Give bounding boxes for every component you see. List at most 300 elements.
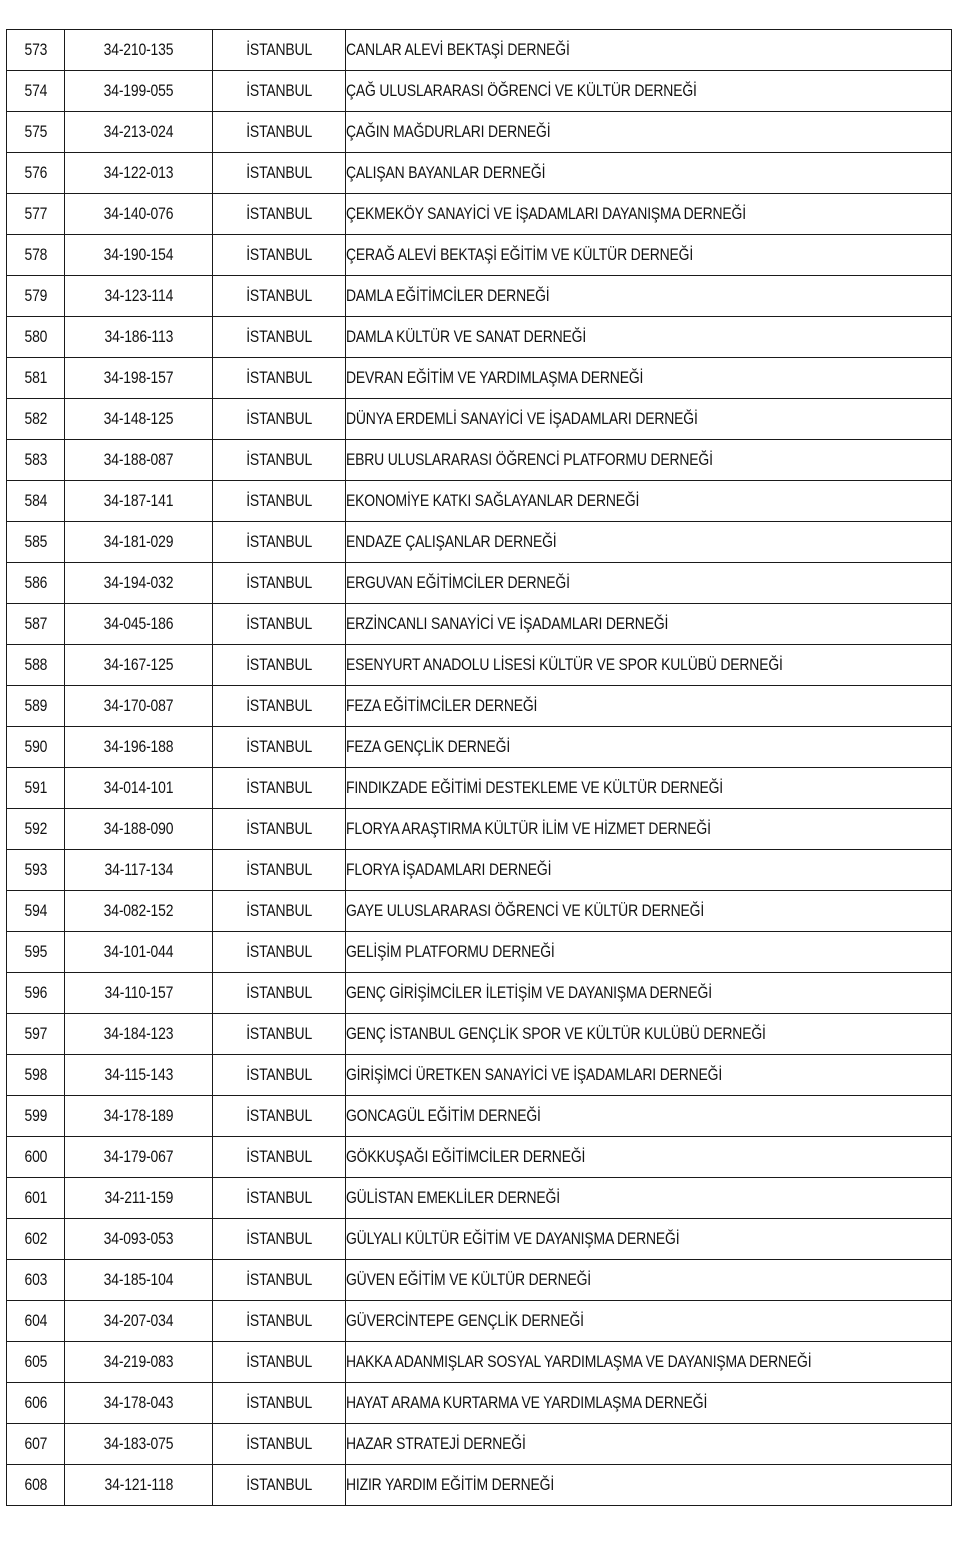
association-name-cell <box>346 440 952 481</box>
row-number-cell <box>7 1424 65 1465</box>
city-cell <box>213 71 346 112</box>
registry-code-cell <box>65 1178 213 1219</box>
city-text: İSTANBUL <box>246 163 312 182</box>
registry-code-cell <box>65 317 213 358</box>
registry-code-text: 34-117-134 <box>104 860 173 879</box>
city-text: İSTANBUL <box>246 40 312 59</box>
registry-code-text: 34-185-104 <box>103 1270 174 1289</box>
association-name-text: FEZA GENÇLİK DERNEĞİ <box>346 737 511 756</box>
registry-code-cell <box>65 194 213 235</box>
association-name-text: GÜLYALI KÜLTÜR EĞİTİM VE DAYANIŞMA DERNEĞİ <box>346 1229 680 1248</box>
city-text: İSTANBUL <box>246 122 312 141</box>
city-cell <box>213 194 346 235</box>
association-name-cell <box>346 1465 952 1506</box>
city-cell <box>213 1219 346 1260</box>
table-row <box>7 727 952 768</box>
registry-code-cell <box>65 563 213 604</box>
row-number-text: 584 <box>24 491 47 510</box>
row-number-text: 578 <box>24 245 47 264</box>
registry-code-cell <box>65 645 213 686</box>
row-number-text: 601 <box>24 1188 47 1207</box>
table-row <box>7 153 952 194</box>
city-cell <box>213 1178 346 1219</box>
association-name-cell <box>346 604 952 645</box>
association-name-text: DAMLA EĞİTİMCİLER DERNEĞİ <box>346 286 550 305</box>
city-cell <box>213 727 346 768</box>
registry-code-text: 34-122-013 <box>103 163 174 182</box>
association-name-cell <box>346 1137 952 1178</box>
table-row <box>7 1219 952 1260</box>
city-text: İSTANBUL <box>246 983 312 1002</box>
registry-code-text: 34-213-024 <box>103 122 174 141</box>
city-text: İSTANBUL <box>246 532 312 551</box>
association-name-text: FLORYA İŞADAMLARI DERNEĞİ <box>346 860 552 879</box>
city-cell <box>213 645 346 686</box>
registry-code-cell <box>65 358 213 399</box>
registry-code-cell <box>65 768 213 809</box>
city-text: İSTANBUL <box>246 1475 312 1494</box>
city-cell <box>213 1465 346 1506</box>
association-name-cell <box>346 1014 952 1055</box>
city-text: İSTANBUL <box>246 450 312 469</box>
registry-code-cell <box>65 481 213 522</box>
row-number-cell <box>7 194 65 235</box>
row-number-cell <box>7 30 65 71</box>
registry-code-text: 34-196-188 <box>103 737 174 756</box>
association-name-text: HAYAT ARAMA KURTARMA VE YARDIMLAŞMA DERNEĞİ <box>346 1393 708 1412</box>
association-name-cell <box>346 481 952 522</box>
row-number-text: 602 <box>24 1229 47 1248</box>
table-row <box>7 645 952 686</box>
row-number-cell <box>7 399 65 440</box>
registry-code-text: 34-199-055 <box>103 81 174 100</box>
row-number-cell <box>7 1178 65 1219</box>
city-text: İSTANBUL <box>246 1106 312 1125</box>
association-name-cell <box>346 1301 952 1342</box>
row-number-cell <box>7 768 65 809</box>
row-number-text: 579 <box>24 286 47 305</box>
row-number-text: 576 <box>24 163 47 182</box>
registry-code-cell <box>65 1342 213 1383</box>
row-number-cell <box>7 1383 65 1424</box>
row-number-text: 575 <box>24 122 47 141</box>
table-row <box>7 1096 952 1137</box>
row-number-cell <box>7 235 65 276</box>
registry-code-text: 34-093-053 <box>103 1229 174 1248</box>
registry-code-cell <box>65 235 213 276</box>
row-number-cell <box>7 522 65 563</box>
table-row <box>7 71 952 112</box>
registry-code-cell <box>65 891 213 932</box>
city-text: İSTANBUL <box>246 491 312 510</box>
city-text: İSTANBUL <box>246 696 312 715</box>
registry-code-text: 34-187-141 <box>103 491 174 510</box>
association-name-cell <box>346 1219 952 1260</box>
registry-code-cell <box>65 71 213 112</box>
row-number-cell <box>7 440 65 481</box>
registry-code-cell <box>65 1096 213 1137</box>
association-name-text: ÇERAĞ ALEVİ BEKTAŞİ EĞİTİM VE KÜLTÜR DERNEĞİ <box>346 245 694 264</box>
registry-code-text: 34-210-135 <box>103 40 174 59</box>
table-body <box>7 30 952 1506</box>
city-text: İSTANBUL <box>246 1147 312 1166</box>
city-text: İSTANBUL <box>246 81 312 100</box>
table-row <box>7 809 952 850</box>
row-number-cell <box>7 1219 65 1260</box>
association-name-cell <box>346 809 952 850</box>
association-name-text: GENÇ İSTANBUL GENÇLİK SPOR VE KÜLTÜR KULÜBÜ DERNEĞİ <box>346 1024 766 1043</box>
registry-code-text: 34-186-113 <box>104 327 173 346</box>
table-row <box>7 1014 952 1055</box>
city-text: İSTANBUL <box>246 737 312 756</box>
row-number-cell <box>7 276 65 317</box>
city-text: İSTANBUL <box>246 204 312 223</box>
registry-code-text: 34-045-186 <box>103 614 174 633</box>
city-cell <box>213 1383 346 1424</box>
registry-code-text: 34-211-159 <box>104 1188 173 1207</box>
table-row <box>7 481 952 522</box>
association-name-text: ÇEKMEKÖY SANAYİCİ VE İŞADAMLARI DAYANIŞMA DERNEĞİ <box>346 204 746 223</box>
association-name-text: ÇAĞIN MAĞDURLARI DERNEĞİ <box>346 122 551 141</box>
city-cell <box>213 1014 346 1055</box>
row-number-cell <box>7 481 65 522</box>
city-text: İSTANBUL <box>246 1393 312 1412</box>
table-row <box>7 932 952 973</box>
registry-code-text: 34-188-090 <box>103 819 174 838</box>
association-name-cell <box>346 1178 952 1219</box>
association-name-cell <box>346 112 952 153</box>
city-text: İSTANBUL <box>246 942 312 961</box>
table-row <box>7 1465 952 1506</box>
city-cell <box>213 317 346 358</box>
city-cell <box>213 1260 346 1301</box>
row-number-text: 592 <box>24 819 47 838</box>
registry-code-text: 34-190-154 <box>103 245 174 264</box>
table-row <box>7 1137 952 1178</box>
association-name-cell <box>346 194 952 235</box>
table-row <box>7 522 952 563</box>
row-number-text: 573 <box>24 40 47 59</box>
table-row <box>7 112 952 153</box>
table-row <box>7 235 952 276</box>
row-number-text: 598 <box>24 1065 47 1084</box>
row-number-text: 607 <box>24 1434 47 1453</box>
city-cell <box>213 1055 346 1096</box>
association-name-text: HIZIR YARDIM EĞİTİM DERNEĞİ <box>346 1475 555 1494</box>
registry-code-text: 34-110-157 <box>104 983 173 1002</box>
city-cell <box>213 1137 346 1178</box>
city-text: İSTANBUL <box>246 1024 312 1043</box>
association-name-text: HAZAR STRATEJİ DERNEĞİ <box>346 1434 526 1453</box>
city-cell <box>213 1301 346 1342</box>
city-cell <box>213 112 346 153</box>
city-cell <box>213 276 346 317</box>
association-name-text: GÜVEN EĞİTİM VE KÜLTÜR DERNEĞİ <box>346 1270 592 1289</box>
row-number-text: 587 <box>24 614 47 633</box>
row-number-cell <box>7 686 65 727</box>
row-number-text: 586 <box>24 573 47 592</box>
table-row <box>7 891 952 932</box>
association-name-cell <box>346 235 952 276</box>
registry-code-cell <box>65 727 213 768</box>
row-number-cell <box>7 891 65 932</box>
city-cell <box>213 358 346 399</box>
registry-code-text: 34-194-032 <box>103 573 174 592</box>
registry-code-text: 34-121-118 <box>104 1475 173 1494</box>
registry-code-cell <box>65 1301 213 1342</box>
row-number-text: 589 <box>24 696 47 715</box>
registry-code-cell <box>65 604 213 645</box>
row-number-text: 591 <box>24 778 47 797</box>
association-name-text: GONCAGÜL EĞİTİM DERNEĞİ <box>346 1106 541 1125</box>
row-number-cell <box>7 850 65 891</box>
registry-code-cell <box>65 809 213 850</box>
row-number-cell <box>7 932 65 973</box>
association-name-cell <box>346 727 952 768</box>
row-number-cell <box>7 1465 65 1506</box>
registry-code-cell <box>65 276 213 317</box>
association-name-cell <box>346 399 952 440</box>
association-name-text: GAYE ULUSLARARASI ÖĞRENCİ VE KÜLTÜR DERNEĞİ <box>346 901 705 920</box>
row-number-cell <box>7 604 65 645</box>
table-row <box>7 768 952 809</box>
table-row <box>7 1055 952 1096</box>
row-number-cell <box>7 1096 65 1137</box>
city-text: İSTANBUL <box>246 655 312 674</box>
table-row <box>7 1424 952 1465</box>
association-name-cell <box>346 1055 952 1096</box>
row-number-cell <box>7 563 65 604</box>
registry-code-cell <box>65 1465 213 1506</box>
city-cell <box>213 768 346 809</box>
row-number-text: 585 <box>24 532 47 551</box>
association-name-text: DÜNYA ERDEMLİ SANAYİCİ VE İŞADAMLARI DERNEĞİ <box>346 409 698 428</box>
row-number-text: 603 <box>24 1270 47 1289</box>
table-row <box>7 317 952 358</box>
row-number-text: 608 <box>24 1475 47 1494</box>
row-number-cell <box>7 112 65 153</box>
city-cell <box>213 235 346 276</box>
row-number-text: 597 <box>24 1024 47 1043</box>
association-name-text: ÇAĞ ULUSLARARASI ÖĞRENCİ VE KÜLTÜR DERNEĞİ <box>346 81 697 100</box>
row-number-cell <box>7 809 65 850</box>
row-number-text: 582 <box>24 409 47 428</box>
city-text: İSTANBUL <box>246 1188 312 1207</box>
city-text: İSTANBUL <box>246 860 312 879</box>
association-name-cell <box>346 973 952 1014</box>
city-cell <box>213 440 346 481</box>
row-number-cell <box>7 1260 65 1301</box>
row-number-cell <box>7 1137 65 1178</box>
row-number-text: 599 <box>24 1106 47 1125</box>
row-number-text: 594 <box>24 901 47 920</box>
city-text: İSTANBUL <box>246 368 312 387</box>
row-number-text: 604 <box>24 1311 47 1330</box>
registry-code-text: 34-179-067 <box>103 1147 174 1166</box>
association-name-cell <box>346 1342 952 1383</box>
registry-code-text: 34-167-125 <box>103 655 174 674</box>
association-name-cell <box>346 30 952 71</box>
row-number-text: 590 <box>24 737 47 756</box>
association-name-cell <box>346 932 952 973</box>
city-text: İSTANBUL <box>246 778 312 797</box>
row-number-cell <box>7 1014 65 1055</box>
table-row <box>7 30 952 71</box>
city-text: İSTANBUL <box>246 409 312 428</box>
city-cell <box>213 563 346 604</box>
association-name-cell <box>346 1383 952 1424</box>
city-cell <box>213 399 346 440</box>
registry-code-cell <box>65 1137 213 1178</box>
registry-code-text: 34-178-043 <box>103 1393 174 1412</box>
association-name-cell <box>346 71 952 112</box>
city-text: İSTANBUL <box>246 1311 312 1330</box>
city-text: İSTANBUL <box>246 573 312 592</box>
registry-code-text: 34-123-114 <box>104 286 173 305</box>
registry-code-cell <box>65 1014 213 1055</box>
row-number-text: 588 <box>24 655 47 674</box>
city-cell <box>213 850 346 891</box>
city-cell <box>213 30 346 71</box>
table-row <box>7 194 952 235</box>
row-number-cell <box>7 317 65 358</box>
association-name-text: EBRU ULUSLARARASI ÖĞRENCİ PLATFORMU DERNEĞİ <box>346 450 713 469</box>
registry-code-text: 34-207-034 <box>103 1311 174 1330</box>
registry-code-cell <box>65 1260 213 1301</box>
city-cell <box>213 1424 346 1465</box>
row-number-text: 583 <box>24 450 47 469</box>
registry-code-cell <box>65 1383 213 1424</box>
association-name-text: ERGUVAN EĞİTİMCİLER DERNEĞİ <box>346 573 570 592</box>
association-name-text: FINDIKZADE EĞİTİMİ DESTEKLEME VE KÜLTÜR DERNEĞİ <box>346 778 723 797</box>
registry-code-cell <box>65 973 213 1014</box>
registry-code-text: 34-178-189 <box>103 1106 174 1125</box>
city-text: İSTANBUL <box>246 286 312 305</box>
city-text: İSTANBUL <box>246 1229 312 1248</box>
row-number-text: 577 <box>24 204 47 223</box>
registry-code-text: 34-082-152 <box>103 901 174 920</box>
association-name-cell <box>346 317 952 358</box>
association-name-cell <box>346 522 952 563</box>
registry-code-cell <box>65 1219 213 1260</box>
city-text: İSTANBUL <box>246 614 312 633</box>
registry-code-cell <box>65 686 213 727</box>
association-name-text: GÜLİSTAN EMEKLİLER DERNEĞİ <box>346 1188 560 1207</box>
table-row <box>7 563 952 604</box>
registry-code-text: 34-101-044 <box>103 942 174 961</box>
registry-code-cell <box>65 1055 213 1096</box>
city-cell <box>213 1342 346 1383</box>
association-name-text: EKONOMİYE KATKI SAĞLAYANLAR DERNEĞİ <box>346 491 640 510</box>
association-name-text: GELİŞİM PLATFORMU DERNEĞİ <box>346 942 555 961</box>
city-cell <box>213 686 346 727</box>
city-cell <box>213 1096 346 1137</box>
city-text: İSTANBUL <box>246 901 312 920</box>
registry-code-cell <box>65 440 213 481</box>
association-name-text: DEVRAN EĞİTİM VE YARDIMLAŞMA DERNEĞİ <box>346 368 644 387</box>
registry-code-cell <box>65 850 213 891</box>
city-text: İSTANBUL <box>246 1434 312 1453</box>
city-text: İSTANBUL <box>246 1065 312 1084</box>
registry-code-text: 34-181-029 <box>103 532 174 551</box>
row-number-text: 605 <box>24 1352 47 1371</box>
table-row <box>7 440 952 481</box>
city-text: İSTANBUL <box>246 819 312 838</box>
association-name-cell <box>346 686 952 727</box>
registry-code-text: 34-183-075 <box>103 1434 174 1453</box>
registry-code-text: 34-148-125 <box>103 409 174 428</box>
registry-code-cell <box>65 399 213 440</box>
table-row <box>7 973 952 1014</box>
registry-code-text: 34-140-076 <box>103 204 174 223</box>
association-name-text: GENÇ GİRİŞİMCİLER İLETİŞİM VE DAYANIŞMA DERNEĞİ <box>346 983 712 1002</box>
table-row <box>7 1260 952 1301</box>
row-number-cell <box>7 358 65 399</box>
row-number-cell <box>7 1301 65 1342</box>
association-name-cell <box>346 645 952 686</box>
association-name-cell <box>346 1260 952 1301</box>
association-name-cell <box>346 891 952 932</box>
table-row <box>7 1178 952 1219</box>
registry-code-text: 34-115-143 <box>104 1065 173 1084</box>
city-text: İSTANBUL <box>246 1270 312 1289</box>
city-text: İSTANBUL <box>246 1352 312 1371</box>
association-name-cell <box>346 768 952 809</box>
row-number-text: 580 <box>24 327 47 346</box>
association-name-text: ÇALIŞAN BAYANLAR DERNEĞİ <box>346 163 546 182</box>
registry-code-text: 34-188-087 <box>103 450 174 469</box>
association-name-text: FLORYA ARAŞTIRMA KÜLTÜR İLİM VE HİZMET DERNEĞİ <box>346 819 711 838</box>
association-name-cell <box>346 358 952 399</box>
association-name-text: CANLAR ALEVİ BEKTAŞİ DERNEĞİ <box>346 40 570 59</box>
association-name-text: HAKKA ADANMIŞLAR SOSYAL YARDIMLAŞMA VE DAYANIŞMA DERNEĞİ <box>346 1352 812 1371</box>
association-name-text: GÖKKUŞAĞI EĞİTİMCİLER DERNEĞİ <box>346 1147 586 1166</box>
table-row <box>7 1342 952 1383</box>
association-name-cell <box>346 276 952 317</box>
city-cell <box>213 891 346 932</box>
city-cell <box>213 973 346 1014</box>
association-name-text: GİRİŞİMCİ ÜRETKEN SANAYİCİ VE İŞADAMLARI DERNEĞİ <box>346 1065 723 1084</box>
row-number-text: 600 <box>24 1147 47 1166</box>
table-row <box>7 358 952 399</box>
city-text: İSTANBUL <box>246 327 312 346</box>
association-name-text: GÜVERCİNTEPE GENÇLİK DERNEĞİ <box>346 1311 584 1330</box>
registry-code-cell <box>65 112 213 153</box>
association-name-cell <box>346 153 952 194</box>
registry-code-cell <box>65 932 213 973</box>
city-cell <box>213 604 346 645</box>
registry-code-cell <box>65 30 213 71</box>
table-row <box>7 1383 952 1424</box>
city-cell <box>213 932 346 973</box>
registry-code-cell <box>65 1424 213 1465</box>
table-row <box>7 850 952 891</box>
row-number-text: 581 <box>24 368 47 387</box>
city-cell <box>213 153 346 194</box>
city-cell <box>213 809 346 850</box>
row-number-text: 606 <box>24 1393 47 1412</box>
association-name-cell <box>346 850 952 891</box>
table-row <box>7 276 952 317</box>
row-number-cell <box>7 1342 65 1383</box>
table-row <box>7 604 952 645</box>
row-number-cell <box>7 727 65 768</box>
registry-code-text: 34-219-083 <box>103 1352 174 1371</box>
association-name-cell <box>346 563 952 604</box>
row-number-text: 593 <box>24 860 47 879</box>
registry-code-cell <box>65 153 213 194</box>
association-name-cell <box>346 1424 952 1465</box>
